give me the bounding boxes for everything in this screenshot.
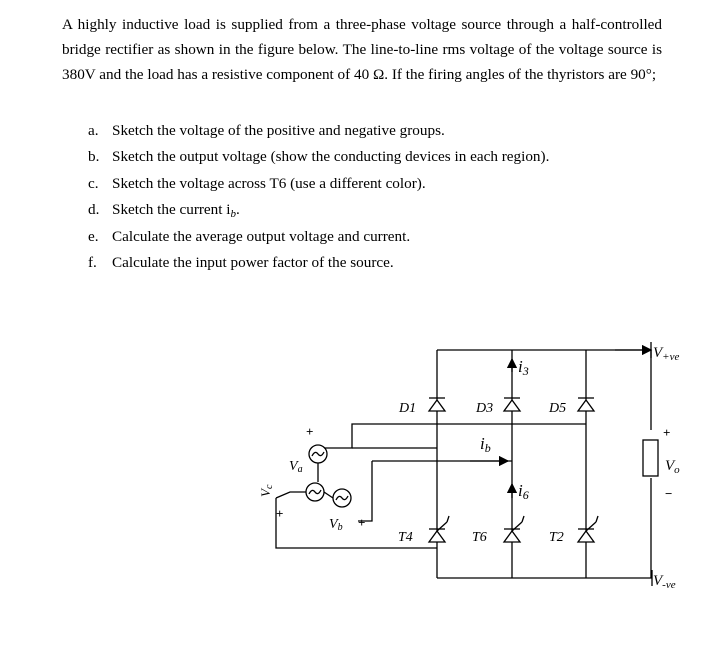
task-text: Sketch the current i <box>112 201 231 219</box>
label-va: Va <box>289 459 303 475</box>
task-text-subscript: b <box>230 208 237 221</box>
thyristor-t6 <box>504 516 524 542</box>
sign-vo-minus: − <box>665 486 673 501</box>
neutral-wires <box>276 463 333 498</box>
label-vo: $V_o$ <box>665 458 680 476</box>
label-t2: T2 <box>549 530 564 545</box>
phase-b-wire-in <box>358 461 372 521</box>
task-label: a. <box>88 122 99 139</box>
sign-vo-plus: + <box>663 425 671 440</box>
diode-d3 <box>504 398 520 411</box>
task-text: Sketch the voltage of the positive and negative groups. <box>112 122 445 139</box>
task-label: d. <box>88 201 100 219</box>
diode-d1 <box>429 398 445 411</box>
phase-a-wire <box>318 424 586 454</box>
label-d1: D1 <box>399 401 417 416</box>
label-i3: i3 <box>518 357 529 378</box>
label-t4: T4 <box>398 530 413 545</box>
thyristor-t2 <box>578 516 598 542</box>
label-vneg: $V_{-ve}$ <box>653 573 676 591</box>
thyristor-t4 <box>429 516 449 542</box>
task-text: Calculate the input power factor of the source. <box>112 253 394 271</box>
task-text: Sketch the voltage across T6 (use a different color). <box>112 174 426 192</box>
label-ib: ib <box>480 434 491 455</box>
task-text-end: . <box>236 201 240 219</box>
sign-vb-plus: + <box>358 515 366 530</box>
diode-d5 <box>578 398 594 411</box>
problem-statement: A highly inductive load is supplied from a three-phase voltage source through a half-controlled bridge rectifier as shown in the figure below. The line-to-line rms voltage of the voltage source is 380V and the load has a resistive component of 40 Ω. If the firing angles of the thyristors are 90°; <box>62 16 662 83</box>
task-label: c. <box>88 174 99 192</box>
label-vc: Vc <box>258 484 275 497</box>
source-vc <box>306 483 324 501</box>
label-i6: i6 <box>518 481 529 502</box>
label-d5: D5 <box>549 401 567 416</box>
label-vb: Vb <box>329 517 343 533</box>
sign-va-plus: + <box>306 424 314 439</box>
sign-vc-plus: + <box>276 506 284 521</box>
task-text: Sketch the output voltage (show the conducting devices in each region). <box>112 148 550 166</box>
phase-c-wire <box>276 498 437 548</box>
label-d3: D3 <box>476 401 494 416</box>
source-vb <box>333 489 351 507</box>
label-vpos: $V_{+ve}$ <box>653 345 680 363</box>
task-label: b. <box>88 148 100 166</box>
source-va <box>309 445 327 463</box>
task-text: Calculate the average output voltage and current. <box>112 227 411 245</box>
label-t6: T6 <box>472 530 487 545</box>
task-label: e. <box>88 227 99 245</box>
task-label: f. <box>88 253 97 271</box>
load-resistor <box>643 440 658 476</box>
